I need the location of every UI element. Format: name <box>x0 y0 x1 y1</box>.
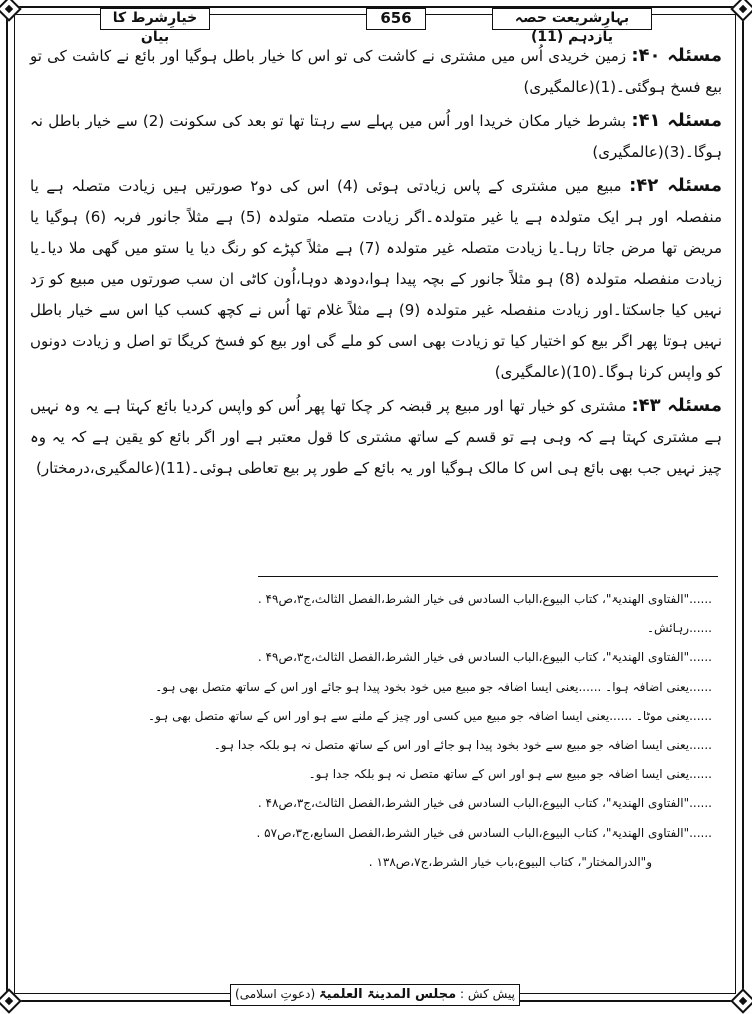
footnote: ......یعنی موٹا۔ ......یعنی ایسا اضافہ جو مبیع میں کسی اور چیز کے ملنے سے ہو اور اس کے ساتھ متصل بھی ہو۔ <box>148 708 712 723</box>
masala-label: مسئلہ ۴۳: <box>631 395 722 416</box>
masala-42 <box>30 170 722 388</box>
masala-label: مسئلہ ۴۱: <box>631 110 722 131</box>
masala-text: بشرط خیار مکان خریدا اور اُس میں پہلے سے رہتا تھا تو بعد کی سکونت (2) سے خیار باطل نہ ہوگا۔(3)(عالمگیری) <box>30 112 722 161</box>
footnote: ......یعنی ایسا اضافہ جو مبیع سے خود بخود پیدا ہو جائے اور اس کے ساتھ متصل نہ ہو بلکہ جدا ہو۔ <box>213 737 712 752</box>
publisher-name: مجلس المدینۃ العلمیۃ <box>319 987 457 1002</box>
masala-41 <box>30 105 722 168</box>
footer-prefix: پیش کش : <box>460 987 515 1001</box>
footer-suffix: (دعوتِ اسلامی) <box>235 987 316 1001</box>
footnote: ......یعنی ایسا اضافہ جو مبیع سے ہو اور اس کے ساتھ متصل نہ ہو بلکہ جدا ہو۔ <box>308 767 712 782</box>
chapter-title: خیارِشرط کا بیان <box>100 8 210 30</box>
masala-text: مبیع میں مشتری کے پاس زیادتی ہوئی (4) اس کی دو۲ صورتیں ہیں زیادت متصلہ ہے یا منفصلہ اور ہر ایک متولدہ ہے یا غیر متولدہ۔اگر زیادت متصلہ متولدہ (5) ہے مثلاً جانور فربہ (6) ہوگیا یا مریض تھا مرض جاتا رہا۔یا زیادت متصلہ غیر متولدہ (7) ہے مثلاً کپڑے کو رنگ دیا یا ستو میں گھی ملا دیا۔یا زیادت منفصلہ متولدہ (8) ہو مثلاً جانور کے بچہ پیدا ہوا،دودھ دوہا،اُون کاٹی ان سب صورتوں میں مبیع کو رَد نہیں کیا جاسکتا۔اور زیادت منفصلہ غیر متولدہ (9) ہے مثلاً غلام تھا اُس نے کچھ کسب کیا اس سے خیار باطل نہیں ہوتا پھر اگر بیع کو اختیار کیا تو زیادت بھی اسی کو ملے گی اور بیع کو فسخ کریگا تو اصل و زیادت دونوں کو واپس کرنا ہوگا۔(10)(عالمگیری) <box>30 177 722 381</box>
masala-text: مشتری کو خیار تھا اور مبیع پر قبضہ کر چکا تھا پھر اُس کو واپس کردیا بائع کہتا ہے یہ وہ نہیں ہے مشتری کہتا ہے کہ وہی ہے تو قسم کے ساتھ مشتری کا قول معتبر ہے اور اگر بائع کو یقین ہے کہ یہ وہ چیز نہیں جب بھی بائع ہی اس کا مالک ہوگیا اور یہ بائع کے طور پر بیع تعاطی ہوئی۔(11)(عالمگیری،درمختار) <box>30 397 722 477</box>
masala-43 <box>30 390 722 484</box>
footnote-divider <box>258 576 718 577</box>
footnote: ......"الفتاوی الھندیۃ"، کتاب البیوع،الباب السادس فی خیار الشرط،الفصل الثالث،ج۳،ص۴۹ . <box>257 650 712 665</box>
page-header <box>30 8 722 45</box>
masala-label: مسئلہ ۴۲: <box>629 175 722 196</box>
footnote: ......"الفتاوی الھندیۃ"، کتاب البیوع،الباب السادس فی خیار الشرط،الفصل السابع،ج۳،ص۵۷ . <box>256 825 712 840</box>
footnote: ......رہائش۔ <box>646 621 712 636</box>
footnote: ......"الفتاوی الھندیۃ"، کتاب البیوع،الباب السادس فی خیار الشرط،الفصل الثالث،ج۳،ص۴۸ . <box>257 796 712 811</box>
masala-label: مسئلہ ۴۰: <box>631 45 722 66</box>
main-text <box>30 40 722 486</box>
footnote: و"الدرالمختار"، کتاب البیوع،باب خیار الشرط،ج۷،ص۱۳۸ . <box>368 854 652 869</box>
footnote: ......یعنی اضافہ ہوا۔ ......یعنی ایسا اضافہ جو مبیع میں خود بخود پیدا ہو جائے اور اس کے ساتھ متصل بھی ہو۔ <box>155 679 712 694</box>
footnotes <box>40 585 712 877</box>
page-footer <box>230 984 520 1006</box>
footnote: ......"الفتاوی الھندیۃ"، کتاب البیوع،الباب السادس فی خیار الشرط،الفصل الثالث،ج۳،ص۴۹ . <box>257 592 712 606</box>
page-number: 656 <box>366 8 426 30</box>
book-title: بہارِشریعت حصہ یازدہم (11) <box>492 8 652 30</box>
masala-text: زمین خریدی اُس میں مشتری نے کاشت کی تو اس کا خیار باطل ہوگیا اور بائع نے کاشت کی تو بیع فسخ ہوگئی۔(1)(عالمگیری) <box>30 47 722 96</box>
masala-40 <box>30 40 722 103</box>
